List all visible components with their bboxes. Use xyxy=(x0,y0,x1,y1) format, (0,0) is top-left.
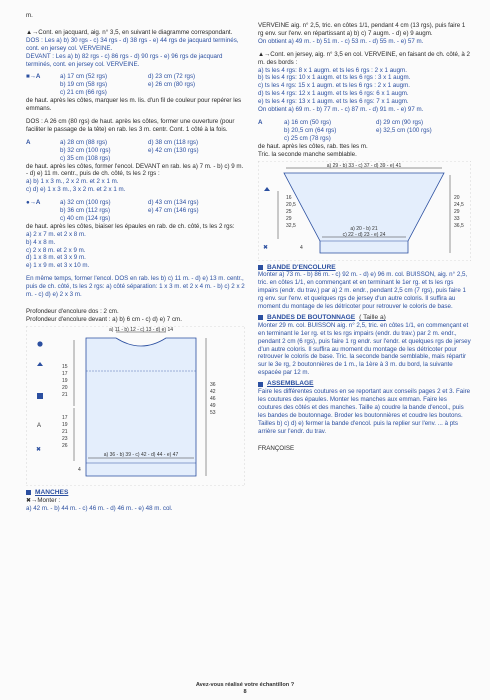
cross-marker-icon: ✖ xyxy=(263,244,269,251)
width-measure: a) 36 - b) 39 - c) 42 - d) 44 - e) 47 xyxy=(103,451,179,458)
size-a: a) 28 cm (88 rgs) xyxy=(60,138,108,146)
dos-instruction: DOS : Les a) b) 30 rgs - c) 34 rgs - d) 38 rgs - e) 44 rgs de jacquard terminés, cont. en jersey col. VERVEINE. xyxy=(26,36,239,52)
size-a: a) 16 cm (50 rgs) xyxy=(284,118,332,126)
jersey-instruction: ▲→Cont. en jersey, aig. n° 3,5 en col. VERVEINE, en faisant de ch. côté, à 2 m. des bords : xyxy=(258,50,470,66)
cross-marker-icon: ✖ xyxy=(36,446,42,453)
boutonnage-title: BANDES DE BOUTONNAGE xyxy=(267,313,356,321)
decrease-cde: c) d) e) 1 x 3 m., 3 x 2 m. et 2 x 1 m. xyxy=(26,186,126,194)
upper-height-d: 20 xyxy=(62,384,68,391)
neck-measure: a) 11 - b) 12 - c) 13 - d) e) 14 xyxy=(108,326,174,333)
footer xyxy=(0,682,490,696)
depth-devant: Profondeur d'encolure devant : a) b) 6 cm - c) d) e) 7 cm. xyxy=(26,315,182,323)
sizes-block-1 xyxy=(26,73,245,97)
total-height-c: 46 xyxy=(210,395,216,402)
right-height-e: 36,5 xyxy=(454,222,464,229)
size-a: a) 32 cm (100 rgs) xyxy=(60,199,111,207)
symbol-marker: ●→A xyxy=(26,199,41,207)
verveine-instruction: VERVEINE aig. n° 2,5, tric. en côtes 1/1, pendant 4 cm (13 rgs), puis faire 1 rg env. sur l'env. en répartissant a) b) c) 7 augm. - d) e) 9 augm. xyxy=(258,22,466,37)
size-d: d) 38 cm (118 rgs) xyxy=(148,138,199,146)
manches-title: MANCHES xyxy=(35,488,69,496)
boutonnage-heading xyxy=(258,314,471,322)
total-height-e: 53 xyxy=(210,409,216,416)
top-measure: a) 29 - b) 33 - c) 37 - d) 39 - e) 41 xyxy=(326,162,402,169)
cuff-measure-cde: c) 22 - d) 23 - e) 24 xyxy=(342,231,386,238)
assemblage-heading xyxy=(258,380,471,388)
jacquard-instruction: ▲→Cont. en jacquard, aig. n° 3,5, en suivant le diagramme correspondant. xyxy=(26,28,233,36)
size-d: d) 43 cm (134 rgs) xyxy=(148,199,199,207)
cuff-measure-ab: a) 20 - b) 21 xyxy=(350,225,378,232)
size-c: c) 25 cm (78 rgs) xyxy=(284,134,331,142)
bind-off-instruction: de haut. après les côtes, rab. ttes les m. xyxy=(258,142,368,150)
symbol-marker: A xyxy=(26,138,31,146)
bullet-square-icon xyxy=(258,382,263,387)
left-height-c: 25 xyxy=(286,208,292,215)
size-c: c) 40 cm (124 rgs) xyxy=(60,214,111,222)
increase-a: a) ts les 4 rgs: 8 x 1 augm. et ts les 6 rgs : 2 x 1 augm. xyxy=(258,66,407,74)
stitch-count-1: On obtient a) 49 m. - b) 51 m. - c) 53 m. - d) 55 m. - e) 57 m. xyxy=(258,37,424,45)
size-d: d) 29 cm (90 rgs) xyxy=(376,118,424,126)
symbol-marker: ■→A xyxy=(26,73,41,81)
manches-line-1: ✖→Monter : xyxy=(26,496,61,504)
increase-b: b) ts les 4 rgs: 10 x 1 augm. et ts les 6 rgs : 3 x 1 augm. xyxy=(258,74,411,82)
upper-height-e: 21 xyxy=(62,391,68,398)
right-height-d: 33 xyxy=(454,215,460,222)
assemblage-text: Faire les différentes coutures en se reportant aux conseils pages 2 et 3. Faire les coutures des épaules. Monter les manches aux emman. Faire les coutures des côtés et des manches. Taille a) coudre la bande d'encol., puis les bandes de boutonnage. Broder les boutonnières et coudre les boutons. Tailles b) c) d) e) fermer la bande d'encol. puis la replier sur l'env. ... à pts arrière sur l'endr. du trav. xyxy=(258,388,471,435)
size-d: d) 23 cm (72 rgs) xyxy=(148,73,196,81)
lower-height-c: 21 xyxy=(62,428,68,435)
size-e: e) 26 cm (80 rgs) xyxy=(148,81,196,89)
epaules-instruction: de haut. après les côtes, biaiser les épaules en rab. de ch. côté, ts les 2 rgs: xyxy=(26,222,235,230)
epaules-list xyxy=(26,231,245,271)
sizes-block-2 xyxy=(26,139,245,163)
size-b: b) 32 cm (100 rgs) xyxy=(60,146,111,154)
epaule-b: b) 4 x 8 m. xyxy=(26,238,56,246)
emmans-instruction: de haut. après les côtes, marquer les m. lis. d'un fil de couleur pour repérer les emmans. xyxy=(26,97,242,113)
top-text: m. xyxy=(26,12,33,19)
size-c: c) 21 cm (66 rgs) xyxy=(60,89,107,97)
sizes-block-right xyxy=(258,119,471,143)
right-column xyxy=(258,0,471,452)
size-a: a) 17 cm (52 rgs) xyxy=(60,73,108,81)
bullet-square-icon xyxy=(258,265,263,270)
boutonnage-size: ( Taille a) xyxy=(359,313,386,321)
left-height-b: 20,5 xyxy=(286,201,296,208)
cuff-depth: 4 xyxy=(300,244,303,251)
left-height-e: 32,5 xyxy=(286,222,296,229)
a-marker: A xyxy=(37,422,42,429)
bande-text: Monter a) 73 m. - b) 86 m. - c) 92 m. - d) e) 96 m. col. BUISSON, aig. n° 2,5, tric. en côtes 1/1, en commençant et en terminant le 1er rg. et ts les rgs impairs (endr. du trav.) par a) 2 m. endr., pendant 2,5 cm (7 rgs), puis faire 1 rg env. sur l'env. et quelques rgs de jersey d'un autre coloris. Il suffira au moment du montage de les détricoter pour retrouver le coloris de base. xyxy=(258,271,468,311)
epaule-a: a) 2 x 7 m. et 2 x 8 m. xyxy=(26,230,86,238)
size-e: e) 47 cm (146 rgs) xyxy=(148,207,199,215)
page-number: 8 xyxy=(243,689,247,695)
increase-list xyxy=(258,67,471,107)
upper-height-c: 19 xyxy=(62,377,68,384)
right-height-b: 24,5 xyxy=(454,201,464,208)
increase-c: c) ts les 4 rgs: 15 x 1 augm. et ts les 6 rgs : 2 x 1 augm. xyxy=(258,82,411,90)
right-height-a: 20 xyxy=(454,194,460,201)
increase-d: d) ts les 4 rgs: 12 x 1 augm. et ts les 6 rgs: 6 x 1 augm. xyxy=(258,90,409,98)
stitch-count-2: On obtient a) 69 m. - b) 77 m. - c) 87 m. - d) 91 m. - e) 97 m. xyxy=(258,106,424,114)
left-height-a: 16 xyxy=(286,194,292,201)
size-c: c) 35 cm (108 rgs) xyxy=(60,154,111,162)
symbol-marker: A xyxy=(258,118,263,126)
increase-e: e) ts les 4 rgs: 13 x 1 augm. et ts les 6 rgs: 7 x 1 augm. xyxy=(258,98,409,106)
circle-marker-icon xyxy=(37,341,42,346)
size-e: e) 42 cm (130 rgs) xyxy=(148,146,199,154)
size-b: b) 20,5 cm (64 rgs) xyxy=(284,126,337,134)
bullet-square-icon xyxy=(26,490,31,495)
manches-line-2: a) 42 m. - b) 44 m. - c) 46 m. - d) 46 m. - e) 48 m. col. xyxy=(26,504,173,512)
decrease-ab: a) b) 1 x 3 m., 2 x 2 m. et 2 x 1 m. xyxy=(26,178,119,186)
sleeve-schematic xyxy=(258,161,471,261)
total-height-b: 42 xyxy=(210,388,216,395)
total-height-a: 36 xyxy=(210,381,216,388)
bullet-square-icon xyxy=(258,315,263,320)
lower-height-e: 26 xyxy=(62,442,68,449)
assemblage-title: ASSEMBLAGE xyxy=(267,380,314,388)
size-b: b) 36 cm (112 rgs) xyxy=(60,207,111,215)
size-b: b) 19 cm (58 rgs) xyxy=(60,81,108,89)
left-height-d: 29 xyxy=(286,215,292,222)
devant-instruction: DEVANT : Les a) b) 82 rgs - c) 86 rgs - d) 90 rgs - e) 96 rgs de jacquard terminés, cont. en jersey col. VERVEINE. xyxy=(26,52,223,68)
upper-height-a: 15 xyxy=(62,363,68,370)
size-e: e) 32,5 cm (100 rgs) xyxy=(376,126,432,134)
epaule-c: c) 2 x 8 m. et 2 x 9 m. xyxy=(26,246,86,254)
encol-devant-instruction: de haut. après les côtes, former l'encol. DEVANT en rab. les a) 7 m. - b) c) 9 m. - d) e) 11 m. centr., puis de ch. côté, ts les 2 rgs : xyxy=(26,162,244,178)
epaule-e: e) 1 x 9 m. et 3 x 10 m. xyxy=(26,262,90,270)
epaule-d: d) 1 x 8 m. et 3 x 9 m. xyxy=(26,254,86,262)
manches-heading xyxy=(26,489,245,497)
lower-height-a: 17 xyxy=(62,414,68,421)
lower-height-b: 19 xyxy=(62,421,68,428)
second-sleeve: Tric. la seconde manche semblable. xyxy=(258,150,357,158)
triangle-marker-icon xyxy=(264,187,270,191)
depth-dos: Profondeur d'encolure dos : 2 cm. xyxy=(26,308,119,315)
bande-title: BANDE D'ENCOLURE xyxy=(267,263,336,271)
lower-height-d: 23 xyxy=(62,435,68,442)
boutonnage-text: Monter 29 m. col. BUISSON aig. n° 2,5, tric. en côtes 1/1, en commençant et en terminant le 1er rg. et ts les rgs impairs (endr. du trav.) par 2 m. endr., pendant 2 cm (6 rgs), puis faire 1 rg endr. sur l'endr. et quelques rgs de jersey d'un autre coloris. Il suffira au moment du montage de les détricoter pour retrouver le coloris de base. Tric. la seconde bande semblable, mais répartir sur le 3e rg, 2 boutonnières de 1 m., la 1ère à 3 m. du bord, la suivante espacée par 12 m. xyxy=(258,321,471,377)
encol-dos-instruction: En même temps, former l'encol. DOS en rab. les b) c) 11 m. - d) e) 13 m. centr., puis de ch. côté, ts les 2 rgs: a) côté séparation: 1 x 3 m. et 2 x 4 m. - b) c) 2 x 2 m. - c) d) e) 2 x 3 m. xyxy=(26,275,245,299)
dos-opening-instruction: DOS : A 26 cm (80 rgs) de haut. après les côtes, former une ouverture (pour faciliter le passage de la tête) en rab. les 3 m. centr. Cont. 1 côté à la fois. xyxy=(26,117,235,133)
body-schematic xyxy=(26,326,245,486)
sizes-block-3 xyxy=(26,199,245,223)
left-column xyxy=(26,0,245,513)
total-height-d: 49 xyxy=(210,402,216,409)
bande-heading xyxy=(258,264,471,272)
rib-depth: 4 xyxy=(78,466,81,473)
footer-question: Avez-vous réalisé votre échantillon ? xyxy=(195,682,295,688)
right-height-c: 29 xyxy=(454,208,460,215)
signature: FRANÇOISE xyxy=(258,444,295,452)
upper-height-b: 17 xyxy=(62,370,68,377)
square-marker-icon xyxy=(37,393,43,399)
triangle-marker-icon xyxy=(37,362,43,366)
